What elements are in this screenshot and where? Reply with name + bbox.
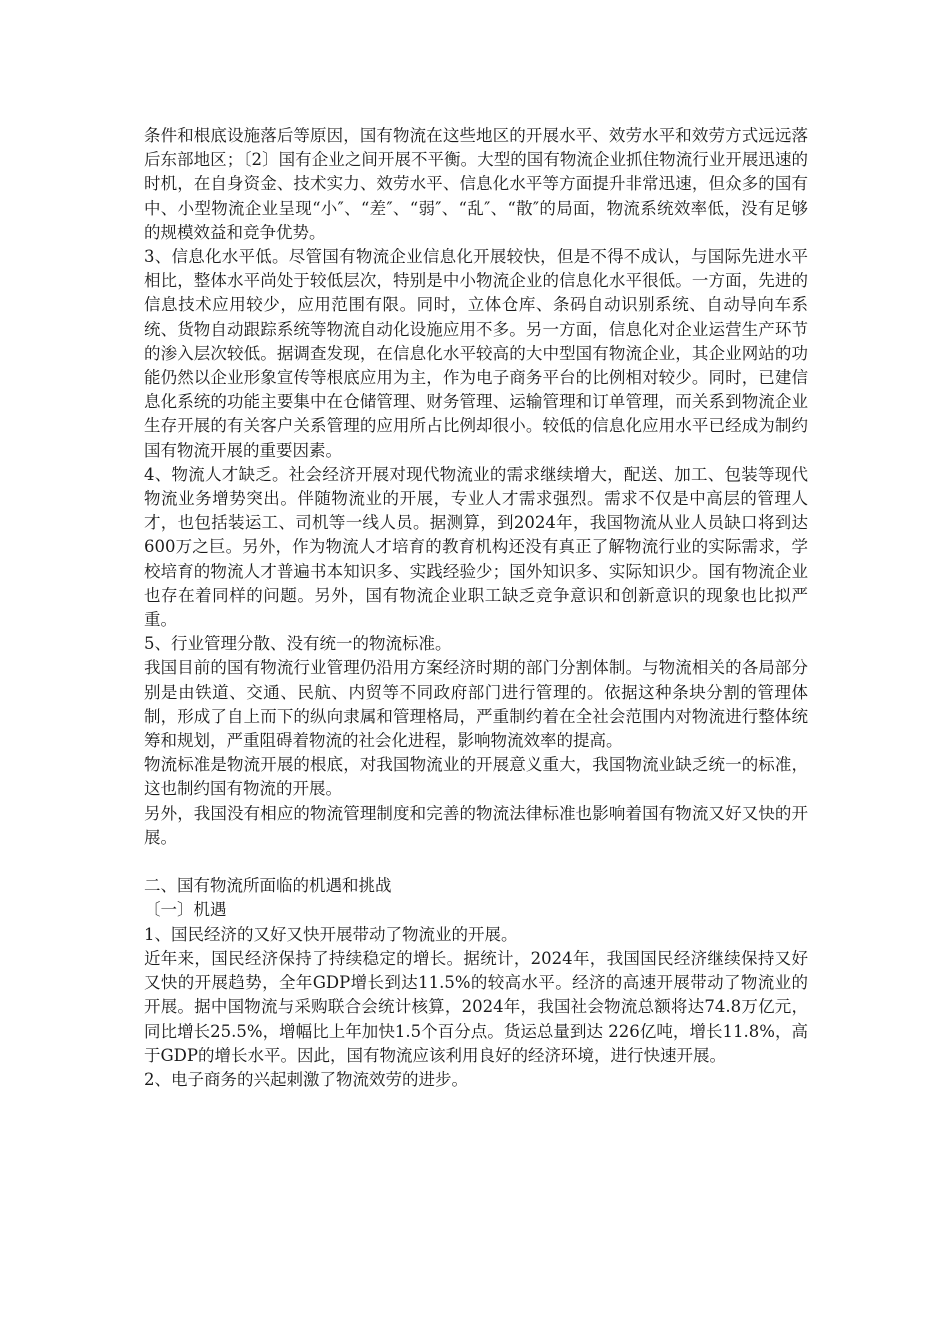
paragraph-economy-heading: 1、国民经济的又好又快开展带动了物流业的开展。 <box>144 924 518 944</box>
paragraph-informatization: 3、信息化水平低。尽管国有物流企业信息化开展较快，但是不得不成认，与国际先进水平相比，整体水平尚处于较低层次，特别是中小物流企业的信息化水平很低。一方面，先进的信息技术应用较少，应用范围有限。同时，立体仓库、条码自动识别系统、自动导向车系统、货物自动跟踪系统等物流自动化设施应用不多。另一方面，信息化对企业运营生产环节的渗入层次较低。据调查发现，在信息化水平较高的大中型国有物流企业，其企业网站的功能仍然以企业形象宣传等根底应用为主，作为电子商务平台的比例相对较少。同时，已建信息化系统的功能主要集中在仓储管理、财务管理、运输管理和订单管理，而关系到物流企业生存开展的有关客户关系管理的应用所占比例却很小。较低的信息化应用水平已经成为制约国有物流开展的重要因素。 <box>144 247 808 460</box>
blank-line <box>144 850 808 874</box>
paragraph-management-heading: 5、行业管理分散、没有统一的物流标准。 <box>144 634 452 654</box>
paragraph-ecommerce-heading: 2、电子商务的兴起刺激了物流效劳的进步。 <box>144 1069 468 1089</box>
paragraph-logistics-standard: 物流标准是物流开展的根底，对我国物流业的开展意义重大，我国物流业缺乏统一的标准，这也制约国有物流的开展。 <box>144 755 808 799</box>
paragraph-legal-system: 另外，我国没有相应的物流管理制度和完善的物流法律标准也影响着国有物流又好又快的开展。 <box>144 803 808 847</box>
paragraph-economy-growth: 近年来，国民经济保持了持续稳定的增长。据统计，2024年，我国国民经济继续保持又好又快的开展趋势，全年GDP增长到达11.5%的较高水平。经济的高速开展带动了物流业的开展。据中国物流与采购联合会统计核算，2024年，我国社会物流总额将达74.8万亿元，同比增长25.5%，增幅比上年加快1.5个百分点。货运总量到达 226亿吨，增长11.8%，高于GDP的增长水平。因此，国有物流应该利用良好的经济环境，进行快速开展。 <box>144 948 808 1065</box>
paragraph-talent-shortage: 4、物流人才缺乏。社会经济开展对现代物流业的需求继续增大，配送、加工、包装等现代物流业务增势突出。伴随物流业的开展，专业人才需求强烈。需求不仅是中高层的管理人才，也包括装运工、司机等一线人员。据测算，到2024年，我国物流从业人员缺口将到达600万之巨。另外，作为物流人才培育的教育机构还没有真正了解物流行业的实际需求，学校培育的物流人才普遍书本知识多、实践经验少；国外知识多、实际知识少。国有物流企业也存在着同样的问题。另外，国有物流企业职工缺乏竞争意识和创新意识的现象也比拟严重。 <box>144 464 808 630</box>
paragraph-management-system: 我国目前的国有物流行业管理仍沿用方案经济时期的部门分割体制。与物流相关的各局部分别是由铁道、交通、民航、内贸等不同政府部门进行管理的。依据这种条块分割的管理体制，形成了自上而下的纵向隶属和管理格局，严重制约着在全社会范围内对物流进行整体统筹和规划，严重阻碍着物流的社会化进程，影响物流效率的提高。 <box>144 658 808 751</box>
paragraph-regional-imbalance: 条件和根底设施落后等原因，国有物流在这些地区的开展水平、效劳水平和效劳方式远远落后东部地区；〔2〕国有企业之间开展不平衡。大型的国有物流企业抓住物流行业开展迅速的时机，在自身资金、技术实力、效劳水平、信息化水平等方面提升非常迅速，但众多的国有中、小型物流企业呈现“小″、“差″、“弱″、“乱″、“散″的局面，物流系统效率低，没有足够的规模效益和竞争优势。 <box>144 126 808 242</box>
section-heading-opportunities-challenges: 二、国有物流所面临的机遇和挑战 <box>144 876 392 896</box>
document-body <box>144 124 808 1092</box>
subsection-heading-opportunities: 〔一〕机遇 <box>144 900 227 920</box>
